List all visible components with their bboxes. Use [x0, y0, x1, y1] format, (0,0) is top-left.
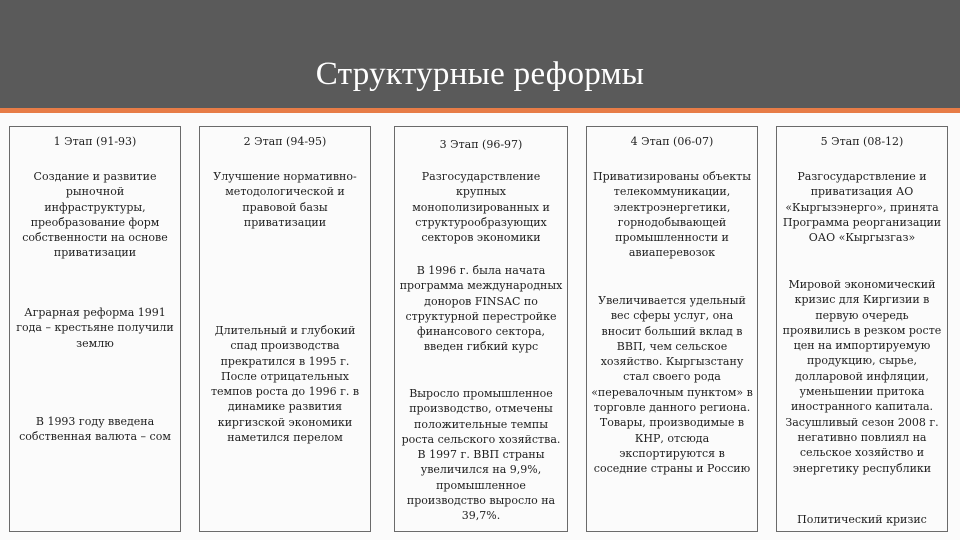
stage-heading: 5 Этап (08-12): [820, 135, 904, 148]
stage-text-block: Улучшение нормативно-методологической и правовой базы приватизации: [213, 170, 357, 229]
stage-heading: 4 Этап (06-07): [630, 135, 714, 148]
stage-text-block: Выросло промышленное производство, отмечены положительные темпы роста сельского хозяйства. В 1997 г. ВВП страны увеличился на 9,9%, промышленное производство выросло на 39,7%.: [401, 387, 561, 523]
stage-text-block: Аграрная реформа 1991 года – крестьяне получили землю: [16, 306, 174, 350]
stage-heading: 3 Этап (96-97): [439, 138, 523, 151]
stage-column-1: [9, 126, 181, 532]
stage-text-block: Создание и развитие рыночной инфраструктуры, преобразование форм собственности на основе приватизации: [22, 170, 168, 260]
stage-text-block: Мировой экономический кризис для Киргизии в первую очередь проявились в резком росте цен на импортируемую продукцию, сырье, долларовой инфляции, уменьшении притока иностранного капитала. Засушливый сезон 2008 г. негативно повлиял на сельское хозяйство и энергетику республики: [782, 278, 942, 475]
stage-text-block: Приватизированы объекты телекоммуникации, электроэнергетики, горнодобывающей промышленности и авиаперевозок: [593, 170, 751, 260]
stage-heading: 2 Этап (94-95): [243, 135, 327, 148]
stage-text-block: Разгосударствление и приватизация АО «Кыргызэнерго», принята Программа реорганизации ОАО «Кыргызгаз»: [782, 170, 942, 245]
stage-text-block: Увеличивается удельный вес сферы услуг, она вносит больший вклад в ВВП, чем сельское хозяйство. Кыргызстану стал своего рода «перевалочным пунктом» в торговле данного региона. Товары, производимые в КНР, отсюда экспортируются в соседние страны и Россию: [591, 294, 753, 476]
slide-title: Структурные реформы: [315, 56, 645, 92]
stage-text-block: В 1996 г. была начата программа международных доноров FINSAC по структурной перестройке финансового сектора, введен гибкий курс: [399, 264, 563, 354]
stage-column-5: [776, 126, 948, 532]
stage-heading: 1 Этап (91-93): [53, 135, 137, 148]
stage-text-block: Разгосударствление крупных монополизированных и структурообразующих секторов экономики: [412, 170, 550, 245]
stage-column-4: [586, 126, 758, 532]
stage-text-block: Политический кризис: [797, 513, 927, 526]
stage-column-3: [394, 126, 568, 532]
stage-text-block: Длительный и глубокий спад производства прекратился в 1995 г. После отрицательных темпов роста до 1996 г. в динамике развития киргизской экономики наметился перелом: [210, 324, 360, 445]
accent-line: [0, 108, 960, 113]
stage-text-block: В 1993 году введена собственная валюта – сом: [19, 415, 171, 444]
header-bar: [0, 0, 960, 108]
stage-column-2: [199, 126, 371, 532]
